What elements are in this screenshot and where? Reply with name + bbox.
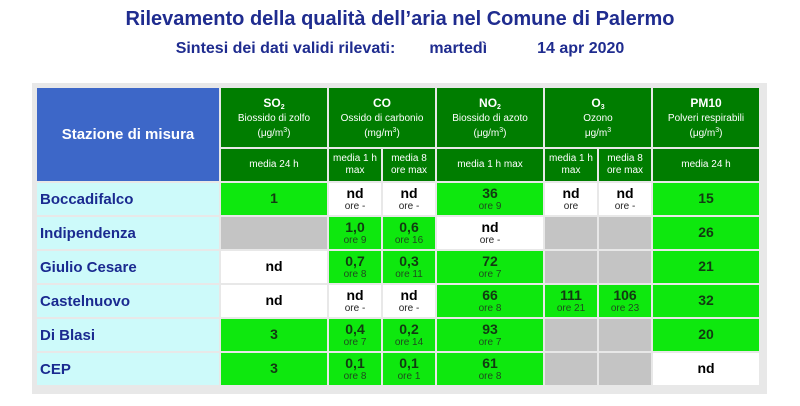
- so2-cell: [221, 285, 327, 317]
- co-1h-subheader: media 1 h max: [329, 149, 381, 181]
- station-name: Castelnuovo: [37, 285, 219, 317]
- measurement-value: 106: [613, 287, 637, 303]
- o3-unit: $\mu g/m^3$: [584, 126, 612, 139]
- measurement-value: nd: [265, 258, 283, 274]
- measurement-hour: ore -: [344, 303, 366, 314]
- measurement-value: 1,0: [345, 219, 365, 235]
- pm10-name: Polveri respirabili: [667, 112, 745, 124]
- measurement-hour: ore -: [614, 201, 636, 212]
- measurement-value: nd: [400, 185, 418, 201]
- o3-8h-cell: [599, 353, 651, 385]
- o3-formula: $O_3$: [591, 95, 605, 111]
- co-column-header: [329, 88, 435, 147]
- pm10-cell: [653, 285, 759, 317]
- measurement-value: nd: [346, 185, 364, 201]
- measurement-hour: ore 16: [394, 235, 424, 246]
- measurement-value: 3: [270, 360, 278, 376]
- measurement-value: nd: [346, 287, 364, 303]
- measurement-hour: ore -: [398, 201, 420, 212]
- measurement-hour: ore 7: [478, 337, 502, 348]
- measurement-value: nd: [265, 292, 283, 308]
- no2-formula: $NO_2$: [479, 95, 501, 111]
- measurement-value: 21: [698, 258, 714, 274]
- pm10-cell: [653, 251, 759, 283]
- measurement-hour: ore 8: [478, 303, 502, 314]
- co-8h-cell: [383, 285, 435, 317]
- co-8h-cell: [383, 251, 435, 283]
- so2-cell: [221, 251, 327, 283]
- o3-1h-cell: [545, 285, 597, 317]
- co-formula: CO: [373, 95, 391, 110]
- co-name: Ossido di carbonio: [340, 112, 424, 124]
- station-column-header: Stazione di misura: [37, 88, 219, 181]
- pm10-subheader: media 24 h: [653, 149, 759, 181]
- so2-cell: [221, 319, 327, 351]
- measurement-hour: ore -: [479, 235, 501, 246]
- measurement-hour: ore 21: [556, 303, 586, 314]
- so2-subheader: media 24 h: [221, 149, 327, 181]
- measurement-hour: ore 7: [478, 269, 502, 280]
- o3-1h-cell: [545, 319, 597, 351]
- measurement-hour: ore 11: [395, 269, 423, 280]
- pm10-unit: $(\mu g/m^3)$: [689, 126, 723, 139]
- pm10-cell: [653, 319, 759, 351]
- o3-8h-subheader: media 8 ore max: [599, 149, 651, 181]
- measurement-hour: ore 14: [394, 337, 424, 348]
- so2-cell: [221, 217, 327, 249]
- o3-8h-cell: [599, 183, 651, 215]
- pm10-formula: PM10: [690, 95, 722, 110]
- table-row: [37, 217, 759, 249]
- page-title: Rilevamento della qualità dell’aria nel Comune di Palermo: [125, 8, 675, 30]
- subtitle-day: martedì: [429, 40, 488, 57]
- so2-cell: [221, 183, 327, 215]
- air-quality-table-frame: [32, 83, 767, 394]
- no2-column-header: [437, 88, 543, 147]
- measurement-value: 61: [482, 355, 498, 371]
- co-1h-cell: [329, 353, 381, 385]
- no2-subheader: media 1 h max: [437, 149, 543, 181]
- air-quality-table: [35, 86, 761, 387]
- measurement-hour: ore 8: [343, 269, 367, 280]
- o3-8h-cell: [599, 217, 651, 249]
- measurement-value: 32: [698, 292, 714, 308]
- o3-1h-cell: [545, 183, 597, 215]
- co-8h-cell: [383, 319, 435, 351]
- table-row: [37, 319, 759, 351]
- station-name: CEP: [37, 353, 219, 385]
- o3-column-header: [545, 88, 651, 147]
- no2-cell: [437, 217, 543, 249]
- co-1h-cell: [329, 183, 381, 215]
- measurement-hour: ore 8: [343, 371, 367, 382]
- measurement-value: nd: [562, 185, 580, 201]
- measurement-value: nd: [400, 287, 418, 303]
- pm10-cell: [653, 183, 759, 215]
- co-1h-cell: [329, 285, 381, 317]
- table-body: [37, 88, 759, 385]
- so2-unit: $(\mu g/m^3)$: [257, 126, 291, 139]
- no2-cell: [437, 285, 543, 317]
- table-row: [37, 183, 759, 215]
- pm10-cell: [653, 217, 759, 249]
- co-8h-cell: [383, 353, 435, 385]
- no2-name: Biossido di azoto: [452, 112, 528, 124]
- station-name: Indipendenza: [37, 217, 219, 249]
- measurement-hour: ore 7: [343, 337, 367, 348]
- measurement-hour: ore 23: [610, 303, 640, 314]
- measurement-value: 15: [698, 190, 714, 206]
- no2-unit: $(\mu g/m^3)$: [473, 126, 507, 139]
- measurement-hour: ore 8: [478, 371, 502, 382]
- measurement-value: 0,1: [345, 355, 365, 371]
- measurement-value: 0,6: [399, 219, 419, 235]
- measurement-hour: ore -: [344, 201, 366, 212]
- no2-cell: [437, 353, 543, 385]
- header-row: [37, 88, 759, 147]
- station-name: Boccadifalco: [37, 183, 219, 215]
- measurement-value: 0,4: [345, 321, 365, 337]
- so2-cell: [221, 353, 327, 385]
- measurement-value: 111: [560, 287, 582, 303]
- table-row: [37, 353, 759, 385]
- pm10-column-header: [653, 88, 759, 147]
- subtitle-date: 14 apr 2020: [537, 40, 625, 57]
- measurement-value: 36: [482, 185, 498, 201]
- measurement-value: 3: [270, 326, 278, 342]
- so2-name: Biossido di zolfo: [237, 112, 311, 124]
- o3-8h-cell: [599, 319, 651, 351]
- o3-8h-cell: [599, 251, 651, 283]
- measurement-value: 0,3: [399, 253, 419, 269]
- co-unit: $(mg/m^3)$: [364, 126, 400, 139]
- measurement-hour: ore 1: [397, 371, 421, 382]
- o3-name: Ozono: [583, 112, 613, 124]
- measurement-hour: ore 9: [343, 235, 367, 246]
- subtitle-label: Sintesi dei dati validi rilevati:: [175, 40, 396, 57]
- measurement-hour: ore -: [398, 303, 420, 314]
- co-8h-subheader: media 8 ore max: [383, 149, 435, 181]
- co-1h-cell: [329, 319, 381, 351]
- o3-1h-cell: [545, 217, 597, 249]
- station-name: Giulio Cesare: [37, 251, 219, 283]
- no2-cell: [437, 183, 543, 215]
- measurement-value: 72: [482, 253, 498, 269]
- so2-column-header: [221, 88, 327, 147]
- no2-cell: [437, 319, 543, 351]
- no2-cell: [437, 251, 543, 283]
- table-row: [37, 251, 759, 283]
- measurement-value: nd: [481, 219, 499, 235]
- o3-1h-cell: [545, 251, 597, 283]
- measurement-value: 26: [698, 224, 714, 240]
- co-1h-cell: [329, 251, 381, 283]
- co-8h-cell: [383, 217, 435, 249]
- pm10-cell: [653, 353, 759, 385]
- measurement-value: 66: [482, 287, 498, 303]
- measurement-value: 1: [270, 190, 278, 206]
- measurement-hour: ore 9: [478, 201, 502, 212]
- measurement-value: 93: [482, 321, 498, 337]
- measurement-value: nd: [616, 185, 634, 201]
- measurement-value: 0,2: [399, 321, 419, 337]
- measurement-value: 0,7: [345, 253, 365, 269]
- measurement-value: 0,1: [399, 355, 419, 371]
- measurement-hour: ore: [563, 201, 579, 212]
- o3-8h-cell: [599, 285, 651, 317]
- page-subtitle: [0, 40, 800, 58]
- co-8h-cell: [383, 183, 435, 215]
- o3-1h-cell: [545, 353, 597, 385]
- measurement-value: nd: [697, 360, 715, 376]
- table-row: [37, 285, 759, 317]
- co-1h-cell: [329, 217, 381, 249]
- measurement-value: 20: [698, 326, 714, 342]
- station-name: Di Blasi: [37, 319, 219, 351]
- o3-1h-subheader: media 1 h max: [545, 149, 597, 181]
- so2-formula: $SO_2$: [263, 95, 285, 111]
